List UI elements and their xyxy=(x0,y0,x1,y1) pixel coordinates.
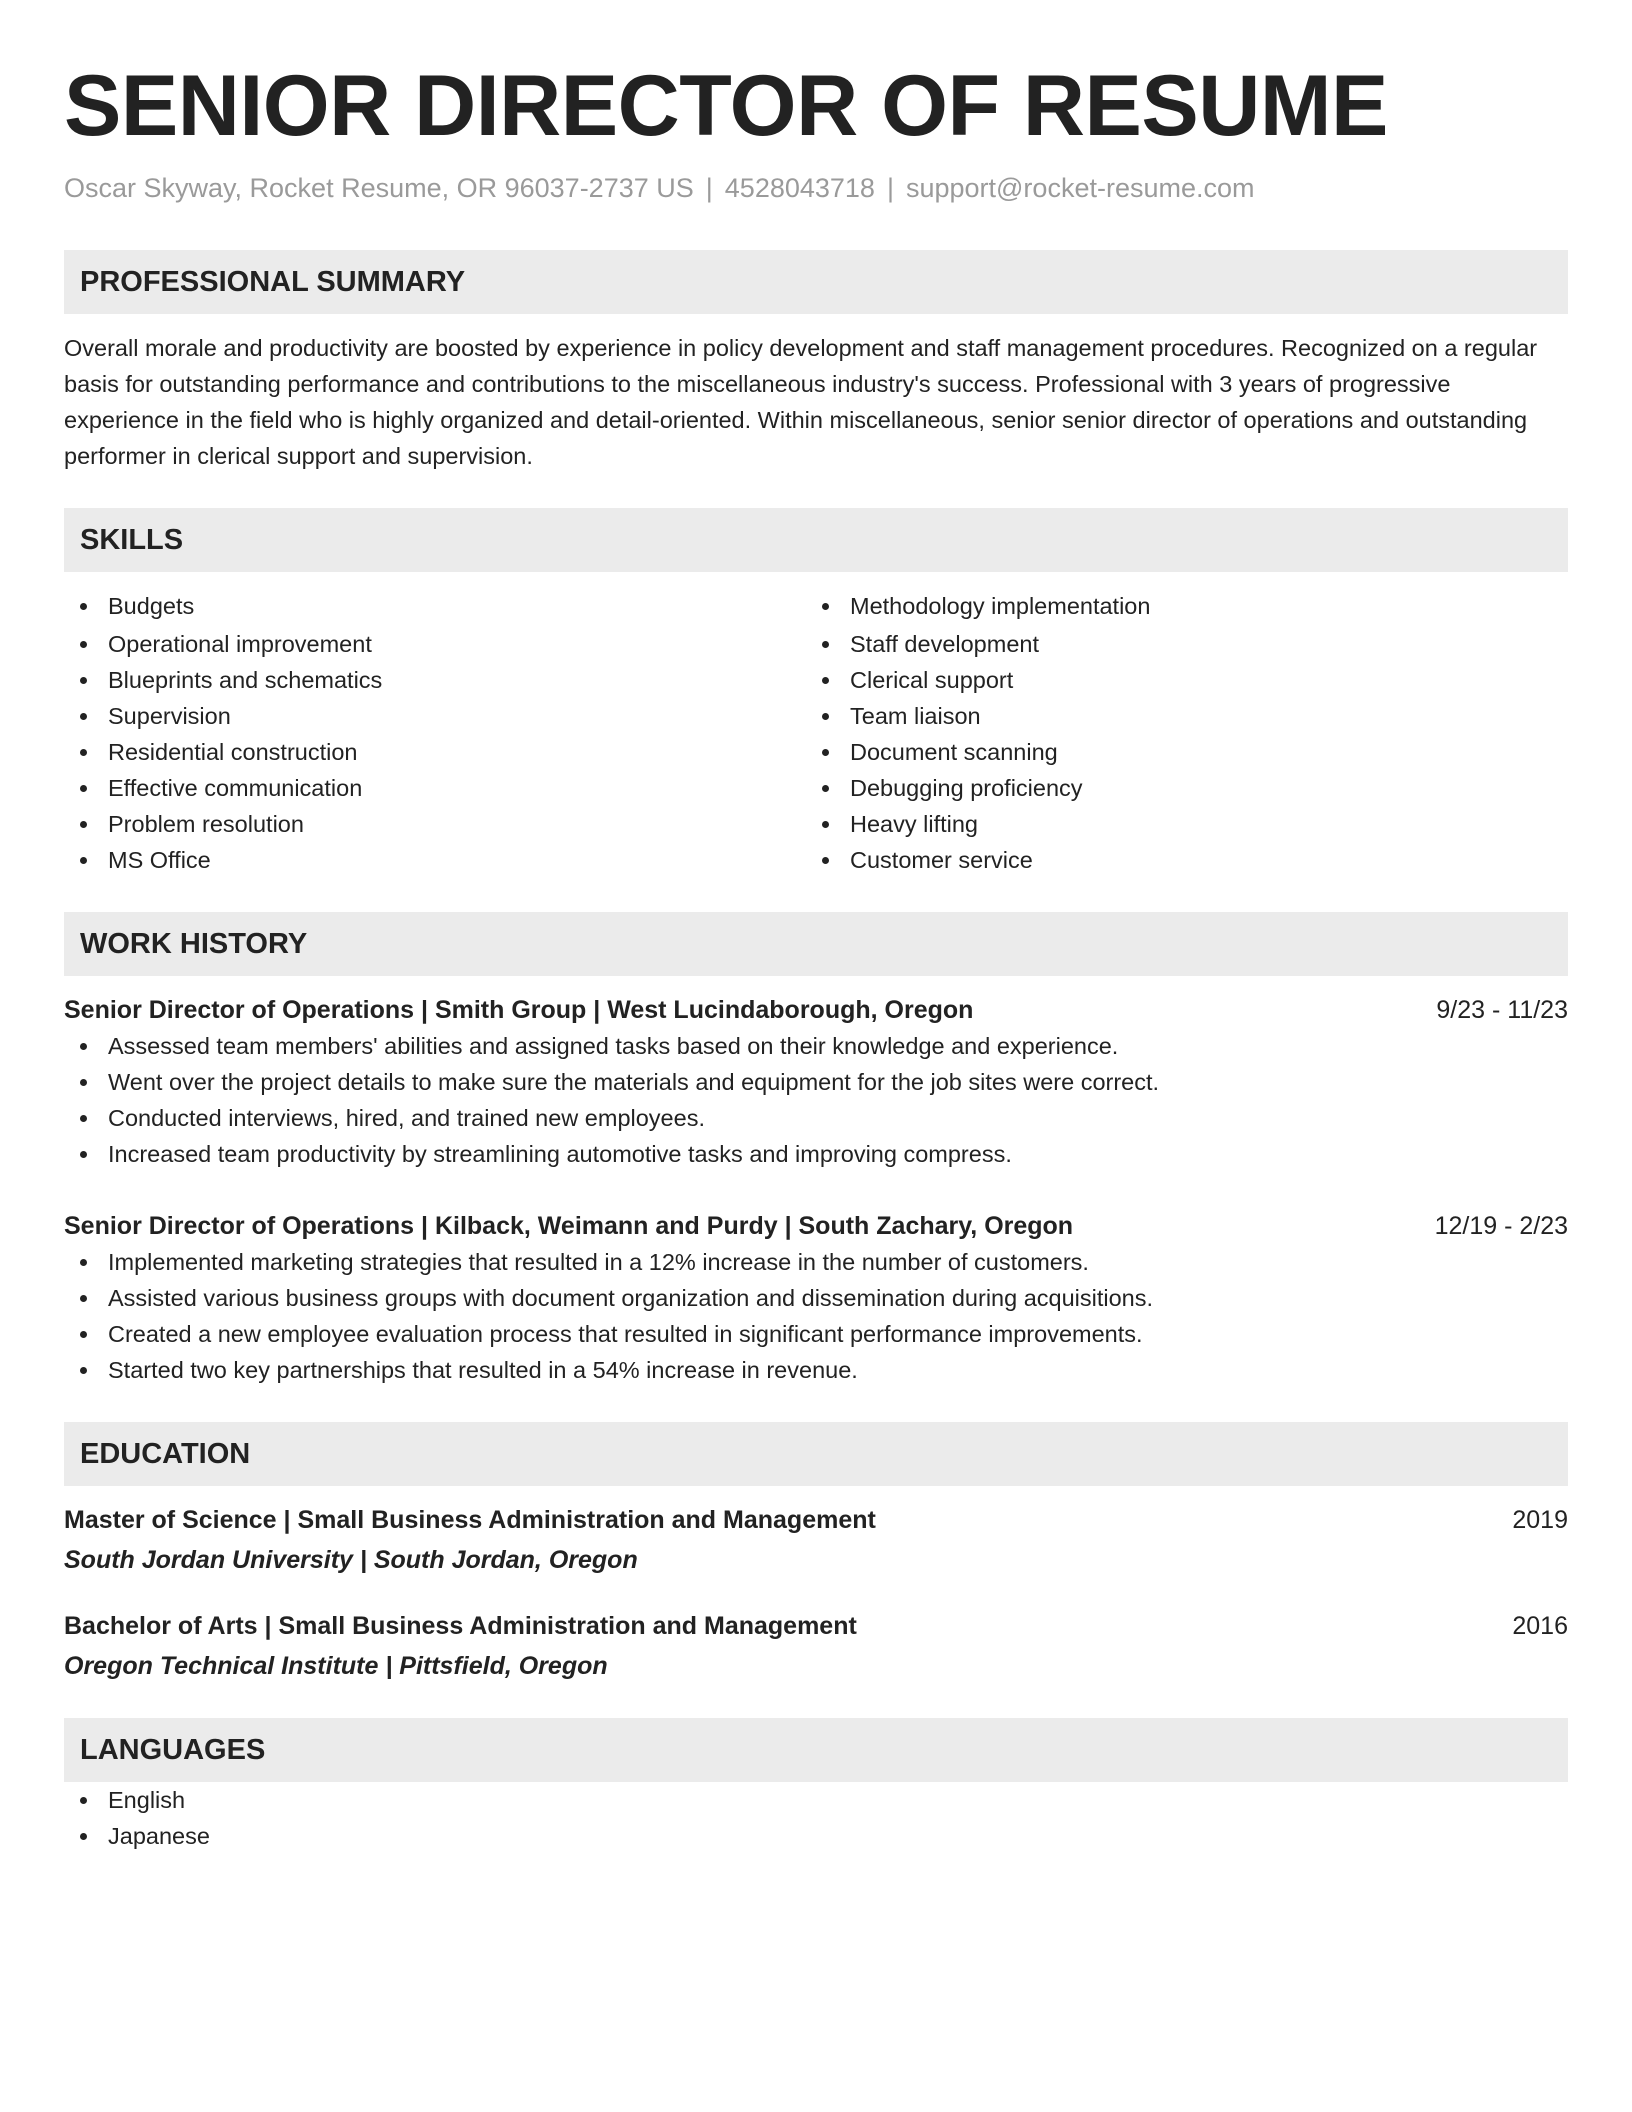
job-entry xyxy=(64,1208,1568,1388)
job-entry xyxy=(64,992,1568,1172)
skill-item: Heavy lifting xyxy=(806,806,1548,842)
summary-text: Overall morale and productivity are boosted by experience in policy development and staff management procedures. Recognized on a regular basis for outstanding performance and contributions to the miscellaneous industry's success. Professional with 3 years of progressive experience in the field who is highly organized and detail-oriented. Within miscellaneous, senior senior director of operations and outstanding performer in clerical support and supervision. xyxy=(64,335,1538,469)
job-bullet: Created a new employee evaluation process that resulted in significant performance improvements. xyxy=(64,1316,1568,1352)
summary-section xyxy=(64,250,1568,474)
skill-item: Residential construction xyxy=(64,734,806,770)
job-bullets xyxy=(64,1028,1568,1172)
job-bullet: Went over the project details to make sure the materials and equipment for the job sites were correct. xyxy=(64,1064,1568,1100)
job-bullet: Increased team productivity by streamlining automotive tasks and improving compress. xyxy=(64,1136,1568,1172)
contact-separator: | xyxy=(705,173,713,203)
skill-item: Operational improvement xyxy=(64,626,806,662)
education-section xyxy=(64,1422,1568,1684)
skill-item: Staff development xyxy=(806,626,1548,662)
contact-email: support@rocket-resume.com xyxy=(905,173,1255,203)
language-item: English xyxy=(64,1782,1568,1818)
skill-item: MS Office xyxy=(64,842,806,878)
section-title-summary: PROFESSIONAL SUMMARY xyxy=(64,250,1568,314)
job-title: Senior Director of Operations | Kilback, Weimann and Purdy | South Zachary, Oregon xyxy=(64,1212,1074,1240)
contact-line xyxy=(64,170,1568,206)
skill-item: Problem resolution xyxy=(64,806,806,842)
skill-item: Debugging proficiency xyxy=(806,770,1548,806)
contact-phone: 4528043718 xyxy=(724,173,875,203)
languages-section xyxy=(64,1718,1568,1854)
skill-item: Clerical support xyxy=(806,662,1548,698)
contact-separator: | xyxy=(886,173,894,203)
education-header xyxy=(64,1502,1568,1538)
skill-item: Team liaison xyxy=(806,698,1548,734)
skill-item: Budgets xyxy=(64,588,806,624)
job-bullet: Assessed team members' abilities and assigned tasks based on their knowledge and experience. xyxy=(64,1028,1568,1064)
section-title-work: WORK HISTORY xyxy=(64,912,1568,976)
skills-section xyxy=(64,508,1568,878)
skill-item: Effective communication xyxy=(64,770,806,806)
job-bullet: Started two key partnerships that resulted in a 54% increase in revenue. xyxy=(64,1352,1568,1388)
education-year: 2019 xyxy=(1512,1506,1568,1534)
education-degree: Bachelor of Arts | Small Business Administration and Management xyxy=(64,1612,857,1640)
skills-list-left xyxy=(64,588,806,878)
education-entry xyxy=(64,1608,1568,1684)
skills-list-right xyxy=(806,588,1548,878)
job-dates: 12/19 - 2/23 xyxy=(1434,1212,1568,1240)
education-entry xyxy=(64,1502,1568,1578)
job-title: Senior Director of Operations | Smith Group | West Lucindaborough, Oregon xyxy=(64,996,974,1024)
skill-item: Document scanning xyxy=(806,734,1548,770)
job-bullet: Assisted various business groups with document organization and dissemination during acquisitions. xyxy=(64,1280,1568,1316)
education-school: Oregon Technical Institute | Pittsfield, Oregon xyxy=(64,1652,608,1680)
skill-item: Blueprints and schematics xyxy=(64,662,806,698)
section-title-skills: SKILLS xyxy=(64,508,1568,572)
section-title-languages: LANGUAGES xyxy=(64,1718,1568,1782)
education-header xyxy=(64,1608,1568,1644)
education-school: South Jordan University | South Jordan, Oregon xyxy=(64,1546,638,1574)
language-item: Japanese xyxy=(64,1818,1568,1854)
skill-item: Methodology implementation xyxy=(806,588,1548,624)
section-title-education: EDUCATION xyxy=(64,1422,1568,1486)
languages-list xyxy=(64,1782,1568,1854)
job-bullet: Implemented marketing strategies that resulted in a 12% increase in the number of customers. xyxy=(64,1244,1568,1280)
work-section xyxy=(64,912,1568,1388)
job-header xyxy=(64,1208,1568,1244)
job-dates: 9/23 - 11/23 xyxy=(1436,996,1568,1024)
job-bullets xyxy=(64,1244,1568,1388)
job-header xyxy=(64,992,1568,1028)
resume-title: SENIOR DIRECTOR OF RESUME xyxy=(64,58,1388,154)
skills-grid xyxy=(64,588,1568,878)
job-bullet: Conducted interviews, hired, and trained new employees. xyxy=(64,1100,1568,1136)
contact-address: Oscar Skyway, Rocket Resume, OR 96037-2737 US xyxy=(64,173,694,203)
education-year: 2016 xyxy=(1512,1612,1568,1640)
education-degree: Master of Science | Small Business Administration and Management xyxy=(64,1506,876,1534)
skill-item: Customer service xyxy=(806,842,1548,878)
skill-item: Supervision xyxy=(64,698,806,734)
